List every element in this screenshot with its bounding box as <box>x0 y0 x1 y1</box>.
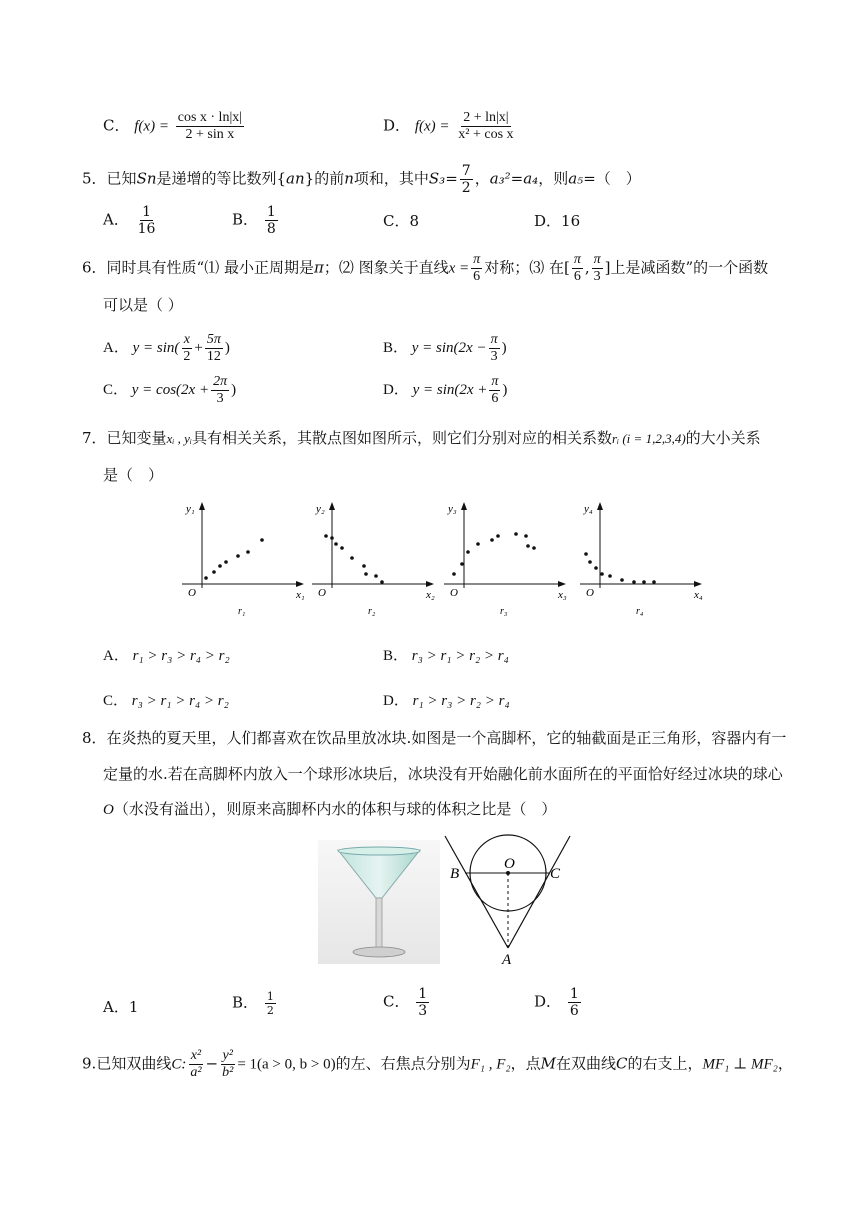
denominator: 2 <box>461 180 471 196</box>
q7-option-a <box>103 644 230 665</box>
question-number: 6． <box>82 258 107 277</box>
option-label: B． <box>232 993 259 1012</box>
denominator: 8 <box>266 221 276 237</box>
denominator: 2 + sin x <box>185 127 235 142</box>
scatter-point <box>350 556 354 560</box>
fraction <box>489 332 500 365</box>
scatter-point <box>642 580 646 584</box>
numerator: π <box>491 374 499 389</box>
option-label: D． <box>383 693 409 709</box>
q7-stem <box>82 428 761 449</box>
option-value: r₃ > r₁ > r₂ > r₄ <box>411 648 509 664</box>
q7-option-c <box>103 689 229 710</box>
numerator: π <box>473 252 481 267</box>
q6-option-a <box>103 332 230 365</box>
fraction <box>188 1048 203 1081</box>
numerator: cos x · ln|x| <box>177 110 243 125</box>
stem-text: 已知 <box>106 169 137 188</box>
y-axis-label: y₁ <box>186 503 195 515</box>
q5-option-b <box>232 204 280 237</box>
stem-text: 是递增的等比数列{ <box>156 169 287 188</box>
option-label: D． <box>383 381 409 398</box>
scatter-point <box>452 572 456 576</box>
numerator: 1 <box>418 986 428 1002</box>
q9-stem <box>82 1048 793 1081</box>
cone-sphere-diagram <box>442 830 572 970</box>
q6-stem <box>82 252 768 285</box>
denominator: 6 <box>573 269 581 284</box>
numerator: x <box>183 332 190 347</box>
option-label: B． <box>383 339 409 356</box>
scatter-plot-1 <box>182 502 305 617</box>
x-axis-label: x₄ <box>694 589 703 601</box>
stem-text: 在炎热的夏天里，人们都喜欢在饮品里放冰块.如图是一个高脚杯，它的轴截面是正三角形，容器内有一 <box>106 729 787 747</box>
plot-caption: r₄ <box>636 606 644 617</box>
scatter-point <box>334 542 338 546</box>
scatter-point <box>246 550 250 554</box>
numerator: 2 + ln|x| <box>463 110 509 125</box>
scatter-point <box>514 532 518 536</box>
denominator: a² <box>190 1065 202 1080</box>
math-var: a₅ <box>568 169 584 188</box>
scatter-point <box>524 534 528 538</box>
q5-option-a <box>103 204 159 237</box>
plot-caption: r₁ <box>238 606 246 617</box>
option-value: 1 <box>128 998 139 1016</box>
q5-option-c <box>383 210 419 231</box>
scatter-point <box>374 574 378 578</box>
y-axis-label: y₂ <box>316 503 325 515</box>
x-axis-arrow <box>426 581 434 587</box>
stem-text: ，点 <box>510 1054 541 1073</box>
math-var: C <box>616 1054 628 1073</box>
scatter-point <box>212 570 216 574</box>
scatter-point <box>466 550 470 554</box>
scatter-point <box>362 564 366 568</box>
y-axis-arrow <box>329 502 335 510</box>
point-label-a: A <box>502 952 512 968</box>
function-name: f(x) = <box>414 118 450 135</box>
origin-label: O <box>188 587 196 599</box>
option-label: C． <box>383 212 410 230</box>
stem-text: 的左、右焦点分别为 <box>335 1054 471 1073</box>
q8-option-c <box>383 986 431 1019</box>
stem-text: （水没有溢出），则原来高脚杯内水的体积与球的体积之比是（ ） <box>113 800 557 818</box>
denominator: 3 <box>593 269 601 284</box>
scatter-point <box>532 546 536 550</box>
denominator: 2 <box>183 349 191 364</box>
scatter-point <box>260 538 264 542</box>
question-number: 7． <box>82 429 107 447</box>
q8-stem-line2: 定量的水.若在高脚杯内放入一个球形冰块后，冰块没有开始融化前水面所在的平面恰好经过冰块的球心 <box>103 765 783 783</box>
stem-text: }的前 <box>304 169 345 188</box>
denominator: 12 <box>206 349 221 364</box>
q4-option-c <box>103 110 246 143</box>
q8-stem <box>82 728 786 748</box>
stem-text: 的右支上， <box>627 1054 703 1073</box>
option-value: r₁ > r₃ > r₂ > r₄ <box>412 693 510 709</box>
math-op: = <box>445 169 458 188</box>
q6-option-b <box>383 332 507 365</box>
scatter-point <box>620 578 624 582</box>
math-op: ] <box>604 258 611 277</box>
q8-stem-line3 <box>103 799 556 820</box>
x-axis-label: x₂ <box>426 589 435 601</box>
y-axis-arrow <box>597 502 603 510</box>
scatter-point <box>496 534 500 538</box>
math-var: an <box>286 169 305 188</box>
stem-text: 具有相关关系，其散点图如图所示，则它们分别对应的相关系数 <box>191 429 612 447</box>
y-axis-arrow <box>461 502 467 510</box>
numerator: 1 <box>266 990 274 1003</box>
stem-text: ， <box>474 169 490 188</box>
point-label-b: B <box>450 866 460 882</box>
scatter-point <box>632 580 636 584</box>
math-op: ) <box>502 381 508 398</box>
scatter-point <box>652 580 656 584</box>
fraction <box>592 252 603 285</box>
scatter-point <box>490 538 494 542</box>
fraction <box>568 986 581 1019</box>
q7-stem-line2: 是（ ） <box>103 466 164 484</box>
math-expr: F₁ , F₂ <box>470 1056 511 1073</box>
scatter-point <box>476 542 480 546</box>
fraction <box>572 252 583 285</box>
math-var: Sn <box>136 169 157 188</box>
math-var: S₃ <box>428 169 446 188</box>
math-op: [ <box>563 258 570 277</box>
stem-text: 已知变量 <box>106 429 167 447</box>
math-op: ) <box>231 381 237 398</box>
numerator: 1 <box>266 204 276 220</box>
option-value: 8 <box>409 212 420 230</box>
math-expr: y = sin(2x + <box>412 381 488 398</box>
point-label-c: C <box>550 866 561 882</box>
stem-text: 上是减函数”的一个函数 <box>610 258 769 277</box>
stem-text: 在双曲线 <box>556 1054 617 1073</box>
numerator: π <box>573 252 581 267</box>
stem-text: 同时具有性质“⑴ 最小正周期是 <box>106 258 314 277</box>
option-label: B． <box>383 648 409 664</box>
option-label: D． <box>534 212 562 230</box>
option-label: C． <box>383 992 410 1011</box>
scatter-point <box>600 572 604 576</box>
scatter-plot-3 <box>444 502 567 617</box>
numerator: π <box>593 252 601 267</box>
numerator: 1 <box>142 204 151 220</box>
math-op: ) <box>501 339 507 356</box>
option-label: A． <box>103 998 129 1016</box>
x-axis-label: x₃ <box>558 589 567 601</box>
scatter-plots <box>176 496 716 626</box>
question-number: 5． <box>82 169 107 188</box>
math-expr: = 1(a > 0, b > 0) <box>237 1056 336 1073</box>
math-op: ) <box>224 339 230 356</box>
fraction <box>460 163 473 196</box>
fraction <box>489 374 500 407</box>
option-value: r₃ > r₁ > r₄ > r₂ <box>131 693 229 709</box>
q4-option-d <box>383 110 518 143</box>
denominator: 16 <box>137 221 156 237</box>
stem-text: 项和，其中 <box>353 169 429 188</box>
math-expr: a₃²=a₄ <box>489 169 539 188</box>
fraction <box>176 110 244 143</box>
math-var: n <box>344 169 354 188</box>
fraction <box>265 990 276 1017</box>
scatter-point <box>324 534 328 538</box>
math-expr: MF₁ ⊥ MF₂ <box>702 1056 778 1073</box>
q7-option-b <box>383 644 509 665</box>
y-axis-label: y₄ <box>584 503 593 515</box>
scatter-point <box>588 560 592 564</box>
cone-right-edge <box>508 836 570 948</box>
denominator: 2 <box>266 1004 274 1017</box>
q6-option-d <box>383 374 507 407</box>
option-label: C． <box>103 693 129 709</box>
plot-caption: r₃ <box>500 606 508 617</box>
q6-stem-line2: 可以是（ ） <box>103 296 183 314</box>
stem-text: ；⑵ 图象关于直线 <box>323 258 449 277</box>
option-value: 16 <box>561 212 581 230</box>
math-expr: y = sin( <box>132 339 180 356</box>
denominator: 3 <box>418 1003 428 1019</box>
numerator: 1 <box>569 986 579 1002</box>
fraction <box>471 252 482 285</box>
scatter-point <box>584 552 588 556</box>
function-name: f(x) = <box>134 118 169 135</box>
scatter-point <box>608 574 612 578</box>
question-number: 9. <box>82 1054 97 1073</box>
fraction <box>220 1048 235 1081</box>
q8-option-a <box>103 996 138 1017</box>
scatter-point <box>204 576 208 580</box>
math-expr: y = cos(2x + <box>131 381 210 398</box>
scatter-plot-4 <box>580 502 703 617</box>
fraction <box>181 332 192 365</box>
option-label: A． <box>103 210 129 229</box>
q6-option-c <box>103 374 236 407</box>
math-var: π <box>314 258 324 277</box>
math-expr: y = sin(2x − <box>411 339 487 356</box>
option-label: A． <box>103 339 129 356</box>
denominator: x² + cos x <box>458 127 514 142</box>
stem-text: ，则 <box>538 169 569 188</box>
x-axis-arrow <box>296 581 304 587</box>
math-op: − <box>205 1054 219 1073</box>
scatter-point <box>236 554 240 558</box>
stem-text: ， <box>777 1054 793 1073</box>
denominator: 6 <box>569 1003 579 1019</box>
goblet-image <box>318 840 440 964</box>
q7-option-d <box>383 689 510 710</box>
origin-label: O <box>318 587 326 599</box>
math-expr: rᵢ (i = 1,2,3,4) <box>611 431 686 446</box>
option-value: r₁ > r₃ > r₄ > r₂ <box>132 648 230 664</box>
fraction <box>136 204 158 237</box>
denominator: 6 <box>491 391 499 406</box>
option-label: B． <box>232 210 259 229</box>
x-axis-arrow <box>558 581 566 587</box>
point-label-o: O <box>504 856 515 872</box>
numerator: 7 <box>461 163 471 179</box>
stem-text: =（ ） <box>583 169 641 188</box>
numerator: π <box>490 332 498 347</box>
q5-stem <box>82 163 641 196</box>
plot-caption: r₂ <box>368 606 376 617</box>
scatter-point <box>330 536 334 540</box>
denominator: 3 <box>216 391 224 406</box>
numerator: 2π <box>213 374 228 389</box>
math-expr: xᵢ , yᵢ <box>166 431 192 446</box>
y-axis-arrow <box>199 502 205 510</box>
fraction <box>265 204 278 237</box>
math-var: C: <box>171 1056 187 1073</box>
q8-option-b <box>232 990 278 1017</box>
x-axis-label: x₁ <box>296 589 305 601</box>
scatter-point <box>594 566 598 570</box>
scatter-point <box>526 544 530 548</box>
scatter-point <box>218 564 222 568</box>
scatter-plot-2 <box>312 502 435 617</box>
scatter-point <box>380 580 384 584</box>
option-label: C． <box>103 116 130 135</box>
scatter-point <box>340 546 344 550</box>
fraction <box>456 110 515 143</box>
option-label: C． <box>103 381 129 398</box>
scatter-point <box>224 560 228 564</box>
option-label: D． <box>534 992 562 1011</box>
stem-text: 对称；⑶ 在 <box>484 258 564 277</box>
y-axis-label: y₃ <box>448 503 457 515</box>
fraction <box>416 986 429 1019</box>
stem-text: 已知双曲线 <box>96 1054 172 1073</box>
origin-label: O <box>586 587 594 599</box>
option-label: A． <box>103 648 129 664</box>
fraction <box>211 374 229 407</box>
denominator: 3 <box>490 349 498 364</box>
math-var: M <box>540 1054 556 1073</box>
math-expr: x = <box>448 260 470 277</box>
stem-text: 的大小关系 <box>685 429 761 447</box>
numerator: 5π <box>206 332 221 347</box>
math-op: + <box>194 339 203 356</box>
scatter-point <box>364 572 368 576</box>
denominator: b² <box>222 1065 234 1080</box>
numerator: x² <box>190 1048 202 1063</box>
origin-label: O <box>450 587 458 599</box>
option-label: D． <box>383 116 411 135</box>
numerator: y² <box>222 1048 233 1063</box>
scatter-point <box>460 562 464 566</box>
q5-option-d <box>534 210 580 231</box>
fraction <box>205 332 223 365</box>
q8-option-d <box>534 986 583 1019</box>
math-var: O <box>103 802 114 818</box>
question-number: 8． <box>82 729 107 747</box>
math-op: , <box>584 258 590 277</box>
denominator: 6 <box>473 269 481 284</box>
x-axis-arrow <box>694 581 702 587</box>
